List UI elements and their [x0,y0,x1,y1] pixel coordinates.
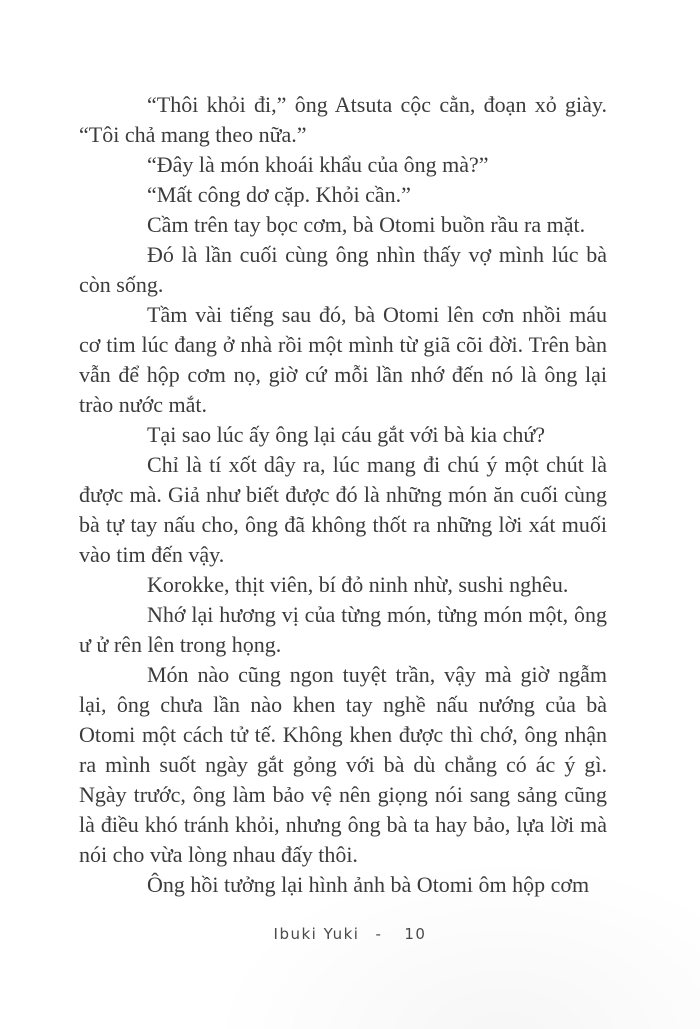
paragraph-narrative-7: Nhớ lại hương vị của từng món, từng món một, ông ư ử rên lên trong họng. [79,602,607,657]
paragraph-narrative-3: Tầm vài tiếng sau đó, bà Otomi lên cơn nhồi máu cơ tim lúc đang ở nhà rồi một mình từ giã cõi đời. Trên bàn vẫn để hộp cơm nọ, giờ cứ mỗi lần nhớ đến nó là ông lại trào nước mắt. [79,302,607,417]
paragraph-narrative-6: Korokke, thịt viên, bí đỏ ninh nhừ, sushi nghêu. [147,572,569,597]
paragraph-narrative-1: Cầm trên tay bọc cơm, bà Otomi buồn rầu ra mặt. [147,212,586,237]
paragraph-dialogue-1: “Thôi khỏi đi,” ông Atsuta cộc cằn, đoạn xỏ giày. “Tôi chả mang theo nữa.” [79,92,607,147]
paragraph-narrative-4: Tại sao lúc ấy ông lại cáu gắt với bà kia chứ? [147,422,546,447]
footer-author: Ibuki Yuki [273,925,360,943]
paragraph-narrative-5: Chỉ là tí xốt dây ra, lúc mang đi chú ý một chút là được mà. Giả như biết được đó là những món ăn cuối cùng bà tự tay nấu cho, ông đã không thốt ra những lời xát muối vào tim đến vậy. [79,452,607,567]
page-footer [0,925,700,943]
footer-separator: - [375,925,383,943]
paragraph-dialogue-3: “Mất công dơ cặp. Khỏi cần.” [147,182,411,207]
paragraph-narrative-9: Ông hồi tưởng lại hình ảnh bà Otomi ôm hộp cơm [147,872,590,897]
body-text [79,90,607,900]
paragraph-narrative-2: Đó là lần cuối cùng ông nhìn thấy vợ mình lúc bà còn sống. [79,242,607,297]
paragraph-dialogue-2: “Đây là món khoái khẩu của ông mà?” [147,152,489,177]
footer-page-number: 10 [404,925,427,943]
paragraph-narrative-8: Món nào cũng ngon tuyệt trần, vậy mà giờ ngẫm lại, ông chưa lần nào khen tay nghề nấu nướng của bà Otomi một cách tử tế. Không khen được thì chớ, ông nhận ra mình suốt ngày gắt gỏng với bà dù chẳng có ác ý gì. Ngày trước, ông làm bảo vệ nên giọng nói sang sảng cũng là điều khó tránh khỏi, nhưng ông bà ta hay bảo, lựa lời mà nói cho vừa lòng nhau đấy thôi. [79,662,607,867]
